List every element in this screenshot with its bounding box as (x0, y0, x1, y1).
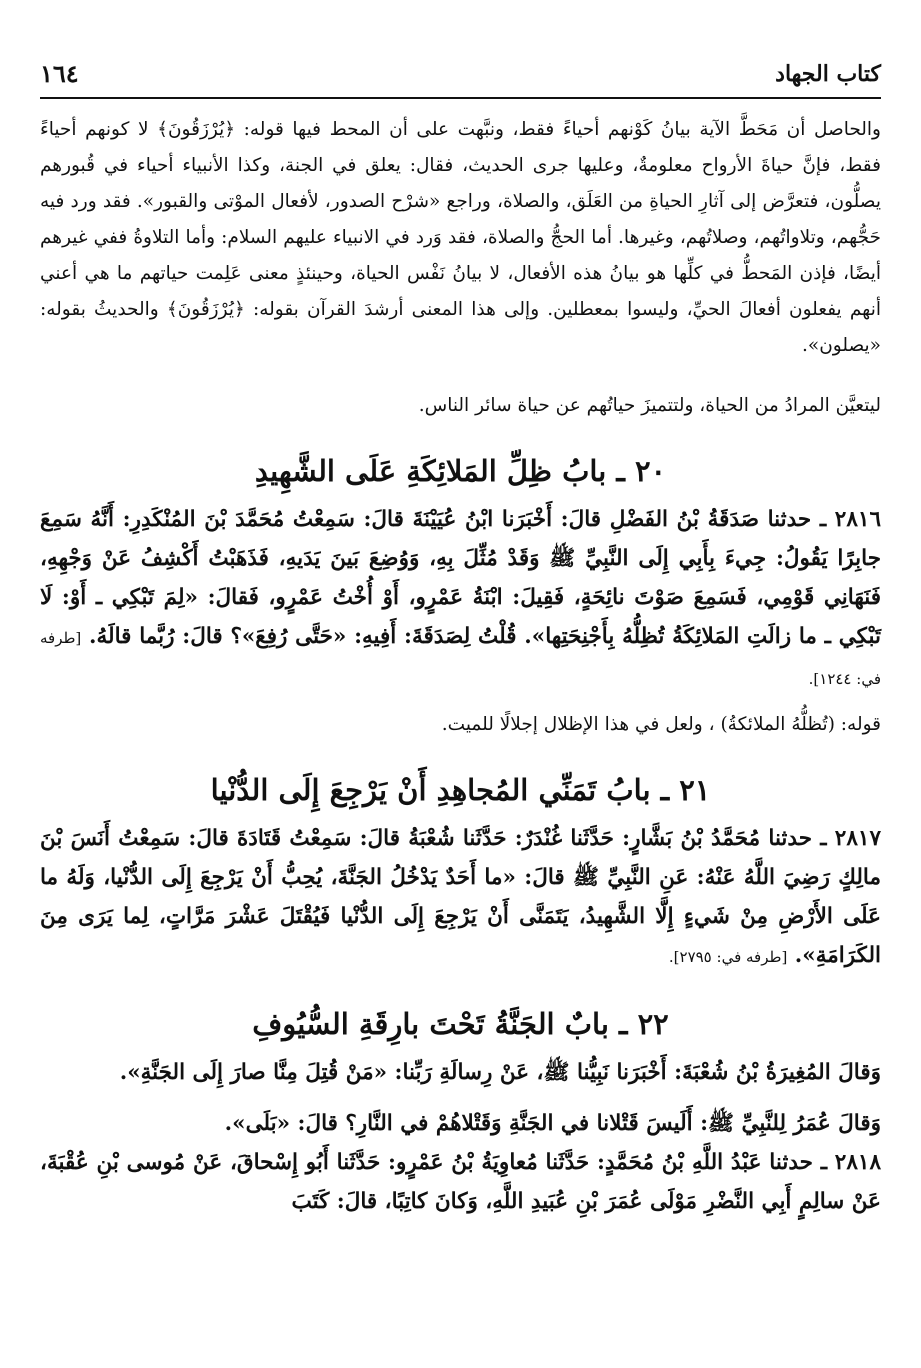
cross-reference: [طرفه في: ١٢٤٤]. (40, 629, 881, 688)
hadith-text: وَقالَ عُمَرُ لِلنَّبِيِّ ﷺ: أَلَيسَ قَتْلانا في الجَنَّةِ وَقَتْلاهُمْ في النَّارِ؟ قالَ: «بَلَى». (224, 1111, 881, 1136)
chapter-heading-20: ٢٠ ـ بابُ ظِلِّ المَلائِكَةِ عَلَى الشَّهِيدِ (254, 454, 667, 488)
hadith-text: ٢٨١٦ ـ حدثنا صَدَقَةُ بْنُ الفَضْلِ قالَ: أَخْبَرَنا ابْنُ عُيَيْنَةَ قالَ: سَمِعْتُ مُحَمَّدَ بْنَ المُنْكَدِرِ: أَنَّهُ سَمِعَ جابِرًا يَقُولُ: جِيءَ بِأَبِي إِلَى النَّبِيِّ ﷺ وَقَدْ مُثِّلَ بِهِ، وَوُضِعَ بَينَ يَدَيهِ، فَذَهَبْتُ أَكْشِفُ عَنْ وَجْهِهِ، فَنَهَانِي قَوْمِي، فَسَمِعَ صَوْتَ نائِحَةٍ، فَقِيلَ: ابْنَةُ عَمْرٍو، أَوْ أُخْتُ عَمْرٍو، فَقالَ: «لِمَ تَبْكِي ـ أَوْ: لَا تَبْكِي ـ ما زالَتِ المَلائِكَةُ تُظِلُّهُ بِأَجْنِحَتِها». قُلْتُ لِصَدَقَةَ: أَفِيهِ: «حَتَّى رُفِعَ»؟ قالَ: رُبَّما قالَهُ. (40, 507, 881, 649)
commentary-paragraph: ليتعيَّن المرادُ من الحياة، ولتتميزَ حياتُهم عن حياة سائر الناس. (418, 395, 881, 416)
hadith-text: ٢٨١٧ ـ حدثنا مُحَمَّدُ بْنُ بَشَّارٍ: حَدَّثَنا غُنْدَرٌ: حَدَّثَنا شُعْبَةُ قالَ: سَمِعْتُ قَتَادَةَ قالَ: سَمِعْتُ أَنَسَ بْنَ مالِكٍ رَضِيَ اللَّهُ عَنْهُ: عَنِ النَّبِيِّ ﷺ قالَ: «ما أَحَدٌ يَدْخُلُ الجَنَّةَ، يُحِبُّ أَنْ يَرْجِعَ إِلَى الدُّنْيا، وَلَهُ ما عَلَى الأَرْضِ مِنْ شَيءٍ إِلَّا الشَّهِيدُ، يَتَمَنَّى أَنْ يَرْجِعَ إِلَى الدُّنْيا فَيُقْتَلَ عَشْرَ مَرَّاتٍ، لِما يَرَى مِنَ الكَرَامَةِ». (40, 826, 881, 968)
page-number: ١٦٤ (40, 59, 79, 88)
hadith-2818: ٢٨١٨ ـ حدثنا عَبْدُ اللَّهِ بْنُ مُحَمَّدٍ: حَدَّثَنا مُعاوِيَةُ بْنُ عَمْرٍو: حَدَّثَنا أَبُو إِسْحاقَ، عَنْ مُوسى بْنِ عُقْبَةَ، عَنْ سالِمٍ أَبِي النَّضْرِ مَوْلَى عُمَرَ بْنِ عُبَيدِ اللَّهِ، وَكانَ كاتِبًا، قالَ: كَتَبَ (40, 1150, 881, 1214)
cross-reference: [طرفه في: ٢٧٩٥]. (668, 948, 788, 966)
running-title: كتاب الجهاد (775, 61, 881, 87)
header-rule (40, 97, 881, 99)
page-header (40, 55, 881, 99)
hadith-text: وَقالَ المُغِيرَةُ بْنُ شُعْبَةَ: أَخْبَرَنا نَبِيُّنا ﷺ، عَنْ رِسالَةِ رَبِّنا: «مَنْ قُتِلَ مِنَّا صارَ إِلَى الجَنَّةِ». (119, 1060, 881, 1085)
hadith-2817 (40, 819, 881, 977)
chapter-heading-21: ٢١ ـ بابُ تَمَنِّي المُجاهِدِ أَنْ يَرْجِعَ إِلَى الدُّنْيا (210, 773, 711, 807)
hadith-2816 (40, 500, 881, 699)
chapter-heading-22: ٢٢ ـ بابٌ الجَنَّةُ تَحْتَ بارِقَةِ السُّيُوفِ (252, 1007, 669, 1041)
commentary-paragraph: والحاصل أن مَحَطَّ الآية بيانُ كَوْنهم أحياءً فقط، ونبَّهت على أن المحط فيها قوله: ﴿يُرْزَقُونَ﴾ لا كونهم أحياءً فقط، فإنَّ حياةَ الأرواح معلومةٌ، وعليها جرى الحديث، فقال: يعلق في الجنة، وكذا الأنبياء أحياء في قُبورهم يصلُّون، فتعرَّض إلى آثارِ الحياةِ من العَلَق، والصلاة، وراجع «شرْح الصدور، لأفعال الموْتى والقبور». فقد ورد فيه حَجُّهم، وتلاواتُهم، وصلاتُهم، وغيرها. أما الحجُّ والصلاة، فقد وَرد في الانبياء عليهم السلام: وأما التلاوةُ ففي غيرهم أيضًا، فإذن المَحطُّ في كلِّها هو بيانُ هذه الأفعال، لا بيانُ نَفْس الحياة، وحينئذٍ معنى عَلِمت حياتهم ما هي أعني أنهم يفعلون أفعالَ الحيِّ، وليسوا بمعطلين. وإلى هذا المعنى أرشدَ القرآن بقوله: ﴿يُرْزَقُونَ﴾ والحديثُ بقوله: «يصلون». (40, 119, 881, 356)
page-body (40, 112, 881, 1221)
commentary-paragraph: قوله: (تُظلُّهُ الملائكةُ) ، ولعل في هذا الإظلال إجلالًا للميت. (441, 714, 881, 735)
